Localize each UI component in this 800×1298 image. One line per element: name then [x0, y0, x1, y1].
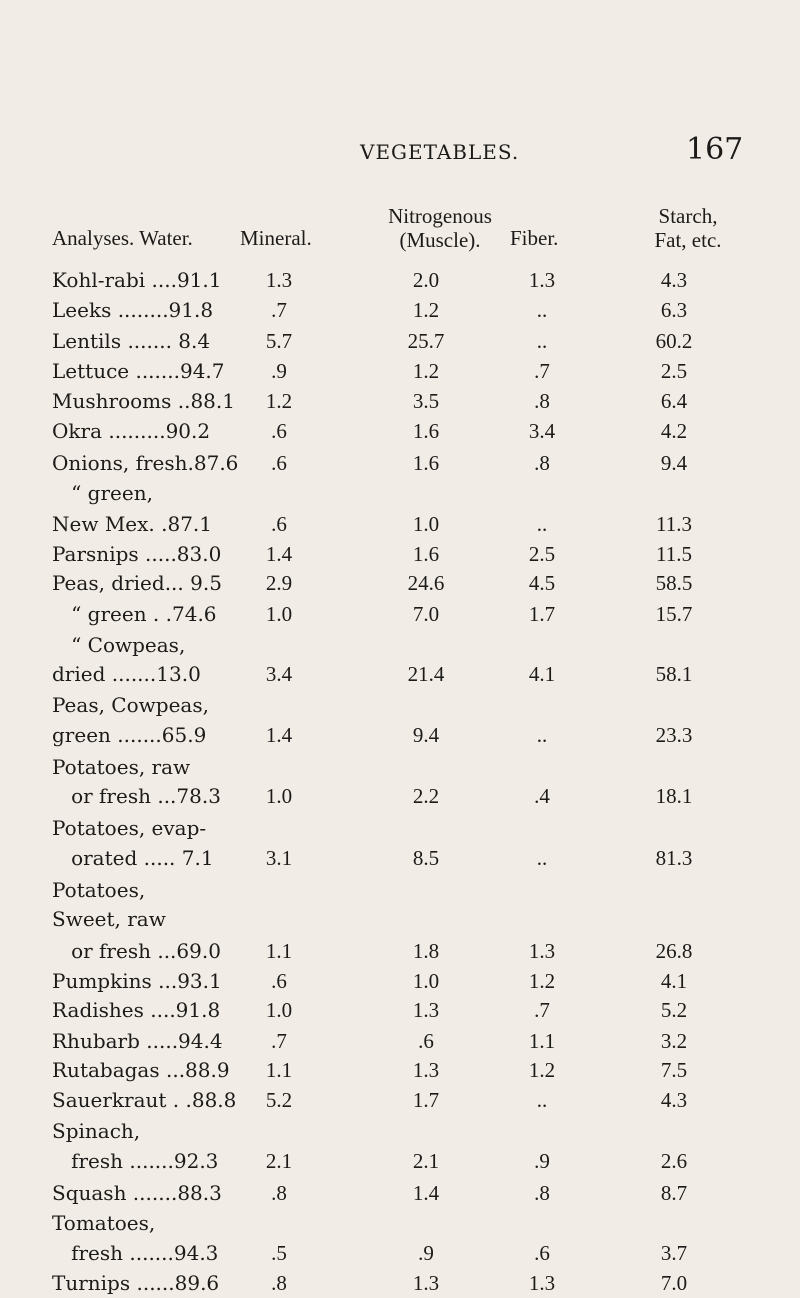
fiber-value: 1.2 — [528, 1058, 556, 1082]
running-head: VEGETABLES. — [360, 140, 520, 164]
nitrogenous-value: 1.6 — [412, 542, 440, 566]
nitrogenous-value: 1.0 — [412, 969, 440, 993]
fiber-value: 1.3 — [528, 939, 556, 963]
table-row — [0, 448, 800, 478]
vegetable-name: or fresh ...69.0 — [52, 939, 221, 963]
starch-value: 2.5 — [660, 359, 688, 383]
vegetable-name: orated ..... 7.1 — [52, 846, 214, 870]
vegetable-name: Radishes ....91.8 — [52, 998, 221, 1022]
starch-value: 11.5 — [656, 542, 692, 566]
column-header-analyses-water: Analyses. Water. — [52, 226, 193, 250]
nitrogenous-value: 1.4 — [412, 1181, 440, 1205]
nitrogenous-value: 7.0 — [412, 602, 440, 626]
vegetable-name: Potatoes, raw — [52, 755, 191, 779]
fiber-value: 3.4 — [528, 419, 556, 443]
table-row — [0, 599, 800, 629]
fiber-value: .. — [536, 512, 548, 536]
mineral-value: 1.0 — [265, 784, 293, 808]
starch-value: 26.8 — [655, 939, 693, 963]
mineral-value: 1.4 — [265, 542, 293, 566]
nitrogenous-value: 24.6 — [407, 571, 445, 595]
fiber-value: 2.5 — [528, 542, 556, 566]
mineral-value: .7 — [271, 1029, 287, 1053]
vegetable-name: dried .......13.0 — [52, 662, 201, 686]
mineral-value: .6 — [271, 451, 287, 475]
table-row — [0, 813, 800, 843]
table-row — [0, 295, 800, 325]
vegetable-name: Potatoes, evap- — [52, 816, 207, 840]
mineral-value: .6 — [271, 969, 287, 993]
table-row — [0, 539, 800, 569]
nitrogenous-value: 1.8 — [412, 939, 440, 963]
vegetable-name: Potatoes, — [52, 878, 146, 902]
starch-value: 5.2 — [660, 998, 688, 1022]
fiber-value: .8 — [534, 451, 550, 475]
fiber-value: .8 — [534, 389, 550, 413]
table-row — [0, 356, 800, 386]
starch-value: 7.5 — [660, 1058, 688, 1082]
vegetable-name: Parsnips .....83.0 — [52, 542, 222, 566]
starch-value: 3.2 — [660, 1029, 688, 1053]
table-row — [0, 936, 800, 966]
column-header-fiber: Fiber. — [510, 226, 559, 250]
starch-value: 58.5 — [655, 571, 693, 595]
mineral-value: 1.3 — [265, 268, 293, 292]
nitrogenous-value: 21.4 — [407, 662, 445, 686]
nitrogenous-value: 8.5 — [412, 846, 440, 870]
fiber-value: .. — [536, 298, 548, 322]
table-row — [0, 478, 800, 508]
vegetable-name: Turnips ......89.6 — [52, 1271, 220, 1295]
starch-value: 3.7 — [660, 1241, 688, 1265]
vegetable-name: Pumpkins ...93.1 — [52, 969, 222, 993]
vegetable-name: Onions, fresh.87.6 — [52, 451, 239, 475]
mineral-value: 5.2 — [265, 1088, 293, 1112]
nitrogenous-value: 1.2 — [412, 298, 440, 322]
vegetable-name: “ Cowpeas, — [52, 633, 186, 657]
mineral-value: .5 — [271, 1241, 287, 1265]
fiber-value: 1.2 — [528, 969, 556, 993]
table-row — [0, 1085, 800, 1115]
table-row — [0, 659, 800, 689]
table-row — [0, 752, 800, 782]
fiber-value: .. — [536, 846, 548, 870]
table-row — [0, 265, 800, 295]
nitrogenous-value: 1.0 — [412, 512, 440, 536]
mineral-value: 2.1 — [265, 1149, 293, 1173]
starch-value: 7.0 — [660, 1271, 688, 1295]
table-row — [0, 781, 800, 811]
fiber-value: 4.5 — [528, 571, 556, 595]
starch-value: 8.7 — [660, 1181, 688, 1205]
table-row — [0, 630, 800, 660]
mineral-value: 1.1 — [265, 939, 293, 963]
table-row — [0, 1178, 800, 1208]
table-row — [0, 966, 800, 996]
fiber-value: .7 — [534, 998, 550, 1022]
nitrogenous-value: 1.6 — [412, 451, 440, 475]
nitrogenous-value: 1.2 — [412, 359, 440, 383]
table-row — [0, 1238, 800, 1268]
table-row — [0, 326, 800, 356]
vegetable-name: Sauerkraut . .88.8 — [52, 1088, 237, 1112]
mineral-value: .6 — [271, 419, 287, 443]
vegetable-name: Lentils ....... 8.4 — [52, 329, 211, 353]
fiber-value: .. — [536, 1088, 548, 1112]
table-row — [0, 875, 800, 905]
mineral-value: 1.4 — [265, 723, 293, 747]
table-row — [0, 1055, 800, 1085]
vegetable-name: “ green . .74.6 — [52, 602, 217, 626]
vegetable-name: Okra .........90.2 — [52, 419, 211, 443]
fiber-value: .7 — [534, 359, 550, 383]
table-row — [0, 509, 800, 539]
mineral-value: .6 — [271, 512, 287, 536]
fiber-value: 1.7 — [528, 602, 556, 626]
starch-value: 4.1 — [660, 969, 688, 993]
mineral-value: 3.4 — [265, 662, 293, 686]
fiber-value: 4.1 — [528, 662, 556, 686]
nitrogenous-value: 9.4 — [412, 723, 440, 747]
page-number: 167 — [686, 132, 744, 167]
table-row — [0, 1026, 800, 1056]
table-row — [0, 904, 800, 934]
nitrogenous-value: 2.1 — [412, 1149, 440, 1173]
table-row — [0, 1116, 800, 1146]
column-header-starch: Starch, Fat, etc. — [654, 204, 722, 252]
starch-value: 15.7 — [655, 602, 693, 626]
table-row — [0, 1268, 800, 1298]
fiber-value: .8 — [534, 1181, 550, 1205]
starch-value: 11.3 — [656, 512, 692, 536]
mineral-value: .9 — [271, 359, 287, 383]
mineral-value: 1.1 — [265, 1058, 293, 1082]
mineral-value: 3.1 — [265, 846, 293, 870]
fiber-value: .4 — [534, 784, 550, 808]
nitrogenous-value: 1.3 — [412, 998, 440, 1022]
nitrogenous-value: 3.5 — [412, 389, 440, 413]
table-row — [0, 1146, 800, 1176]
starch-value: 58.1 — [655, 662, 693, 686]
vegetable-name: Squash .......88.3 — [52, 1181, 222, 1205]
vegetable-name: Kohl-rabi ....91.1 — [52, 268, 222, 292]
starch-value: 4.2 — [660, 419, 688, 443]
starch-value: 18.1 — [655, 784, 693, 808]
page-header — [0, 132, 800, 182]
mineral-value: .8 — [271, 1181, 287, 1205]
vegetable-name: Leeks ........91.8 — [52, 298, 214, 322]
starch-value: 23.3 — [655, 723, 693, 747]
nitrogenous-value: .9 — [418, 1241, 434, 1265]
starch-value: 2.6 — [660, 1149, 688, 1173]
fiber-value: 1.3 — [528, 1271, 556, 1295]
fiber-value: 1.3 — [528, 268, 556, 292]
vegetable-name: Tomatoes, — [52, 1211, 156, 1235]
starch-value: 4.3 — [660, 1088, 688, 1112]
table-row — [0, 1208, 800, 1238]
table-row — [0, 416, 800, 446]
table-row — [0, 690, 800, 720]
starch-value: 4.3 — [660, 268, 688, 292]
fiber-value: .. — [536, 329, 548, 353]
vegetable-name: fresh .......94.3 — [52, 1241, 219, 1265]
fiber-value: .6 — [534, 1241, 550, 1265]
table-row — [0, 568, 800, 598]
mineral-value: 1.0 — [265, 998, 293, 1022]
mineral-value: 2.9 — [265, 571, 293, 595]
vegetable-name: “ green, — [52, 481, 153, 505]
mineral-value: .7 — [271, 298, 287, 322]
vegetable-name: Mushrooms ..88.1 — [52, 389, 235, 413]
starch-value: 60.2 — [655, 329, 693, 353]
nitrogenous-value: 1.7 — [412, 1088, 440, 1112]
nitrogenous-value: 25.7 — [407, 329, 445, 353]
nitrogenous-value: 1.6 — [412, 419, 440, 443]
column-header-nitrogenous: Nitrogenous (Muscle). — [388, 204, 492, 252]
vegetable-name: New Mex. .87.1 — [52, 512, 213, 536]
vegetable-name: Lettuce .......94.7 — [52, 359, 225, 383]
table-row — [0, 843, 800, 873]
table-row — [0, 720, 800, 750]
nitrogenous-value: 2.2 — [412, 784, 440, 808]
nitrogenous-value: 1.3 — [412, 1271, 440, 1295]
starch-value: 9.4 — [660, 451, 688, 475]
vegetable-name: Rhubarb .....94.4 — [52, 1029, 223, 1053]
mineral-value: 1.2 — [265, 389, 293, 413]
vegetable-name: fresh .......92.3 — [52, 1149, 219, 1173]
fiber-value: .. — [536, 723, 548, 747]
mineral-value: 5.7 — [265, 329, 293, 353]
table-row — [0, 995, 800, 1025]
vegetable-name: green .......65.9 — [52, 723, 207, 747]
fiber-value: 1.1 — [528, 1029, 556, 1053]
vegetable-name: or fresh ...78.3 — [52, 784, 221, 808]
starch-value: 6.4 — [660, 389, 688, 413]
nitrogenous-value: .6 — [418, 1029, 434, 1053]
mineral-value: 1.0 — [265, 602, 293, 626]
column-header-mineral: Mineral. — [240, 226, 312, 250]
nitrogenous-value: 1.3 — [412, 1058, 440, 1082]
vegetable-name: Spinach, — [52, 1119, 141, 1143]
mineral-value: .8 — [271, 1271, 287, 1295]
vegetable-name: Peas, Cowpeas, — [52, 693, 209, 717]
vegetable-name: Peas, dried... 9.5 — [52, 571, 222, 595]
starch-value: 81.3 — [655, 846, 693, 870]
table-row — [0, 386, 800, 416]
nitrogenous-value: 2.0 — [412, 268, 440, 292]
starch-value: 6.3 — [660, 298, 688, 322]
vegetable-name: Rutabagas ...88.9 — [52, 1058, 230, 1082]
vegetable-name: Sweet, raw — [52, 907, 166, 931]
fiber-value: .9 — [534, 1149, 550, 1173]
